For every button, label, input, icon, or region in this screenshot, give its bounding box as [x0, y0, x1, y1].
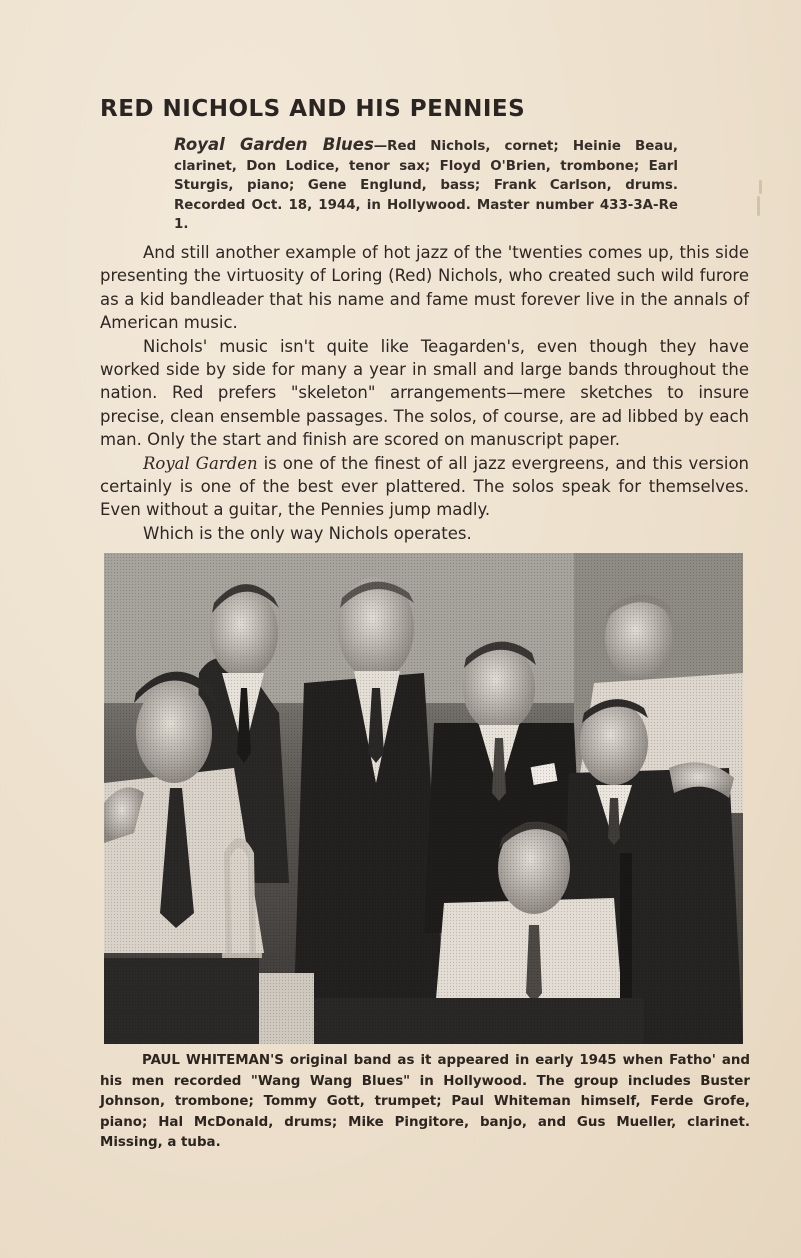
paragraph-4: Which is the only way Nichols operates.	[143, 523, 472, 543]
paragraph-3	[100, 452, 749, 522]
photo-caption	[100, 1051, 750, 1154]
paper-blemish	[757, 196, 760, 216]
caption-text: PAUL WHITEMAN'S original band as it appeared in early 1945 when Fatho' and his men recorded "Wang Wang Blues" in Hollywood. The group includes Buster Johnson, trombone; Tommy Gott, trumpet; Paul Whiteman himself, Ferde Grofe, piano; Hal McDonald, drums; Mike Pingitore, banjo, and Gus Mueller, clarinet. Missing, a tuba.	[100, 1053, 750, 1151]
paragraph-1: And still another example of hot jazz of the 'twenties comes up, this side presenting the virtuosity of Loring (Red) Nichols, who created such wild furore as a kid bandleader that his name and fame must forever live in the annals of American music.	[100, 243, 749, 333]
song-title: Royal Garden Blues	[174, 135, 374, 154]
recording-credits	[174, 135, 678, 235]
paper-blemish	[759, 180, 762, 194]
paragraph-2: Nichols' music isn't quite like Teagarden's, even though they have worked side by side for many a year in small and large bands throughout the nation. Red prefers "skeleton" arrangements—mere sketches to insure precise, clean ensemble passages. The solos, of course, are ad libbed by each man. Only the start and finish are scored on manuscript paper.	[100, 336, 749, 450]
song-title-inline: Royal Garden	[143, 453, 258, 473]
paragraph-3-text: is one of the finest of all jazz evergreens, and this version certainly is one of the best ever plattered. The solos speak for themselves. Even without a guitar, the Pennies jump madly.	[100, 453, 749, 520]
credits-details: —Red Nichols, cornet; Heinie Beau, clarinet, Don Lodice, tenor sax; Floyd O'Brien, trombone; Earl Sturgis, piano; Gene Englund, bass; Frank Carlson, drums. Recorded Oct. 18, 1944, in Hollywood. Master number 433-3A-Re 1.	[174, 139, 678, 233]
section-heading: RED NICHOLS AND HIS PENNIES	[100, 96, 526, 122]
article-body	[100, 241, 749, 545]
band-photo	[104, 553, 743, 1044]
